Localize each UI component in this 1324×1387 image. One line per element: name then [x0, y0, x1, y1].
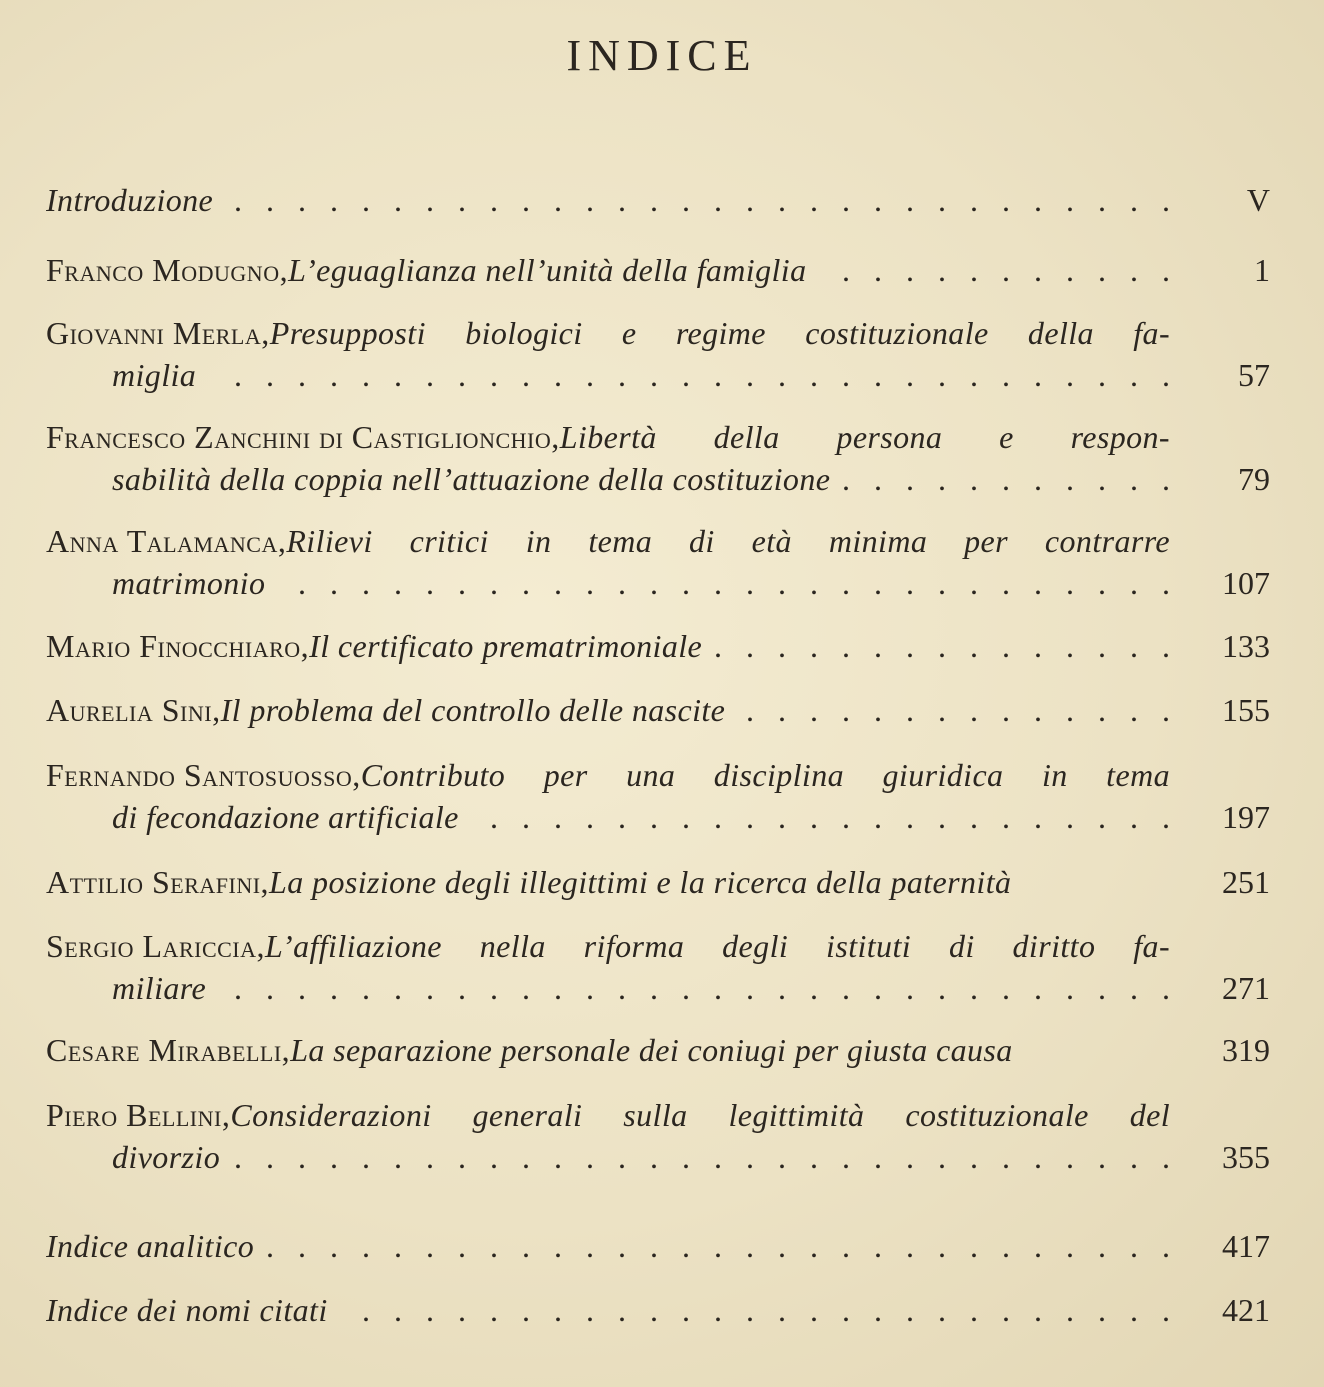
entry-title-continued: di fecondazione artificiale — [112, 799, 459, 835]
dot-leader — [210, 355, 1170, 395]
entry-title: La posizione degli illegittimi e la ricerca della paternità — [269, 864, 1012, 900]
entry-title: La separazione personale dei coniugi per giusta causa — [290, 1032, 1013, 1068]
entry-title-continued: divorzio — [112, 1139, 221, 1175]
entry-title: Il problema del controllo delle nascite — [220, 692, 726, 728]
entry-title: Il certificato prematrimoniale — [309, 628, 703, 664]
dot-leader — [234, 1137, 1170, 1177]
entry-author: Francesco Zanchini di Castiglionchio, — [46, 419, 560, 455]
page-number: 1 — [1254, 252, 1270, 288]
toc-entry-indice-analitico[interactable] — [46, 1226, 1276, 1266]
entry-author: Giovanni Merla, — [46, 315, 270, 351]
entry-title-continued: miglia — [112, 357, 197, 393]
page-number: 79 — [1238, 461, 1270, 497]
entry-author: Sergio Lariccia, — [46, 928, 266, 964]
page-number: 355 — [1222, 1139, 1270, 1175]
toc-entry[interactable] — [46, 417, 1276, 499]
toc-entry[interactable] — [46, 626, 1276, 666]
entry-author: Franco Modugno, — [46, 252, 289, 288]
dot-leader — [739, 690, 1170, 730]
toc-entry-introduzione[interactable] — [46, 180, 1276, 220]
page-number: 319 — [1222, 1032, 1270, 1068]
page-number: 417 — [1222, 1228, 1270, 1264]
dot-leader — [844, 459, 1170, 499]
dot-leader — [279, 563, 1170, 603]
page-number: 251 — [1222, 864, 1270, 900]
page-number: 421 — [1222, 1292, 1270, 1328]
toc-entry[interactable] — [46, 250, 1276, 290]
entry-title: Indice analitico — [46, 1228, 255, 1264]
toc-entry-indice-nomi[interactable] — [46, 1290, 1276, 1330]
dot-leader — [227, 180, 1170, 220]
entry-title: Rilievi critici in tema di età minima per contrarre — [286, 523, 1170, 559]
dot-leader — [820, 250, 1170, 290]
page-number: 107 — [1222, 565, 1270, 601]
page-number: 133 — [1222, 628, 1270, 664]
page-number: 57 — [1238, 357, 1270, 393]
entry-author: Piero Bellini, — [46, 1097, 231, 1133]
entry-title-continued: miliare — [112, 970, 207, 1006]
page-number: V — [1246, 182, 1270, 218]
dot-leader — [473, 797, 1170, 837]
dot-leader — [220, 968, 1170, 1008]
toc-entry[interactable] — [46, 690, 1276, 730]
entry-title: Considerazioni generali sulla legittimità costituzionale del — [230, 1097, 1170, 1133]
toc-entry[interactable] — [46, 1095, 1276, 1177]
entry-author: Mario Finocchiaro, — [46, 628, 310, 664]
dot-leader — [716, 626, 1170, 666]
entry-title: Contributo per una disciplina giuridica in tema — [360, 757, 1170, 793]
entry-title: Introduzione — [46, 182, 214, 218]
entry-author: Attilio Serafini, — [46, 864, 270, 900]
entry-title: Indice dei nomi citati — [46, 1292, 328, 1328]
toc-entry[interactable] — [46, 755, 1276, 837]
page-number: 197 — [1222, 799, 1270, 835]
entry-title: L’eguaglianza nell’unità della famiglia — [288, 252, 807, 288]
page-title: INDICE — [566, 31, 758, 80]
toc-entry[interactable] — [46, 862, 1276, 902]
dot-leader — [268, 1226, 1170, 1266]
entry-author: Cesare Mirabelli, — [46, 1032, 291, 1068]
toc-entry[interactable] — [46, 521, 1276, 603]
entry-title: Presupposti biologici e regime costituzionale della fa- — [269, 315, 1170, 351]
entry-author: Anna Talamanca, — [46, 523, 287, 559]
toc-entry[interactable] — [46, 1030, 1276, 1070]
dot-leader — [342, 1290, 1170, 1330]
toc-entry[interactable] — [46, 926, 1276, 1008]
page-number: 155 — [1222, 692, 1270, 728]
entry-title-continued: sabilità della coppia nell’attuazione della costituzione — [112, 461, 831, 497]
entry-author: Aurelia Sini, — [46, 692, 221, 728]
entry-title: Libertà della persona e respon- — [559, 419, 1170, 455]
entry-author: Fernando Santosuosso, — [46, 757, 361, 793]
page-number: 271 — [1222, 970, 1270, 1006]
entry-title: L’affiliazione nella riforma degli istituti di diritto fa- — [265, 928, 1170, 964]
toc-entry[interactable] — [46, 313, 1276, 395]
entry-title-continued: matrimonio — [112, 565, 266, 601]
